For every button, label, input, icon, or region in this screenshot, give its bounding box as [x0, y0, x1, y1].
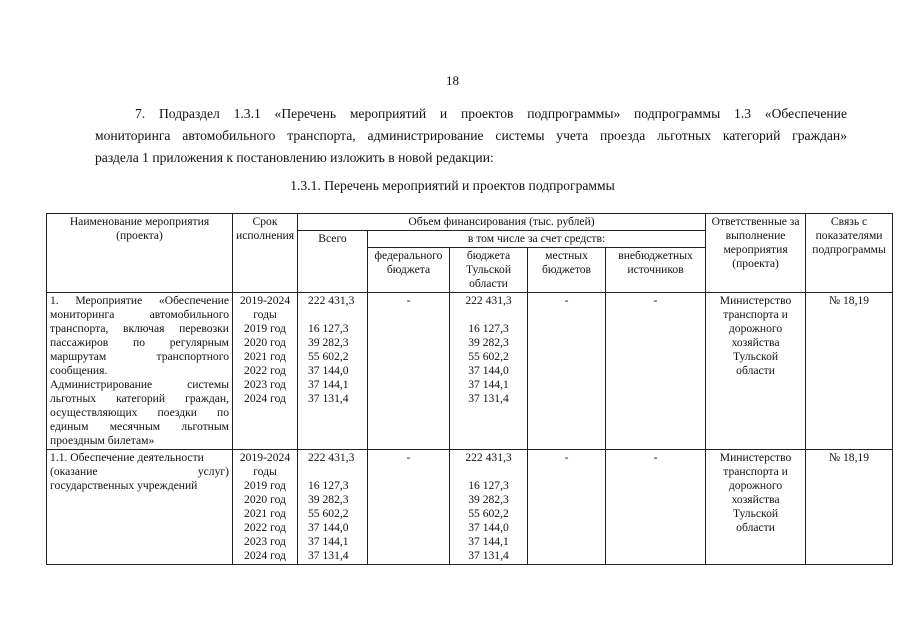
responsible-line: дорожного — [728, 322, 783, 335]
term-line: 2022 год — [244, 521, 286, 534]
regional-value: 37 144,0 — [468, 521, 509, 534]
row-link: № 18,19 — [806, 450, 893, 565]
table-row — [47, 293, 893, 450]
table-row — [47, 450, 893, 565]
responsible-line: Тульской — [733, 350, 779, 363]
regional-value: 16 127,3 — [468, 479, 509, 492]
term-line: 2019-2024 — [239, 451, 291, 464]
total-value: 55 602,2 — [308, 350, 349, 363]
term-line: 2019-2024 — [239, 294, 291, 307]
finance-table — [46, 213, 893, 565]
row-extra: - — [606, 293, 706, 450]
name-line: Администрирование системы — [50, 378, 229, 391]
intro-line: раздела 1 приложения к постановлению изложить в новой редакции: — [95, 150, 494, 165]
intro-paragraph — [95, 103, 847, 169]
header-responsible: Ответственные за выполнение мероприятия (проекта) — [706, 214, 806, 293]
row-local: - — [528, 293, 606, 450]
total-value: 39 282,3 — [308, 493, 349, 506]
row-name — [47, 450, 233, 565]
responsible-line: транспорта и — [723, 308, 788, 321]
header-link: Связь с показателями подпрограммы — [806, 214, 893, 293]
term-line: 2023 год — [244, 378, 286, 391]
row-name — [47, 293, 233, 450]
responsible-line: дорожного — [728, 479, 783, 492]
responsible-line: области — [736, 364, 775, 377]
row-term — [233, 293, 298, 450]
page-number: 18 — [446, 73, 459, 88]
name-line: (оказание услуг) — [50, 465, 229, 478]
responsible-line: Министерство — [719, 294, 792, 307]
total-value: 55 602,2 — [308, 507, 349, 520]
name-line: сообщения. — [50, 364, 108, 377]
header-volume: Объем финансирования (тыс. рублей) — [298, 214, 706, 231]
row-extra: - — [606, 450, 706, 565]
name-line: мониторинга автомобильного — [50, 308, 229, 321]
name-line: льготных категорий граждан, — [50, 392, 229, 405]
header-including: в том числе за счет средств: — [368, 231, 706, 248]
row-term — [233, 450, 298, 565]
name-line: 1. Мероприятие «Обеспечение — [50, 294, 229, 307]
row-responsible — [706, 293, 806, 450]
regional-value: 37 131,4 — [468, 549, 509, 562]
term-line: 2023 год — [244, 535, 286, 548]
header-local: местных бюджетов — [528, 248, 606, 293]
name-line: 1.1. Обеспечение деятельности — [50, 451, 204, 464]
name-line: государственных учреждений — [50, 479, 198, 492]
name-line: осуществляющих поездки по — [50, 406, 229, 419]
responsible-line: хозяйства — [731, 493, 780, 506]
total-value: 39 282,3 — [308, 336, 349, 349]
total-value: 16 127,3 — [308, 322, 349, 335]
total-value: 37 144,1 — [308, 535, 349, 548]
spacer — [453, 308, 524, 322]
regional-value: 16 127,3 — [468, 322, 509, 335]
row-federal: - — [368, 293, 450, 450]
total-value: 37 144,0 — [308, 521, 349, 534]
term-line: 2024 год — [244, 549, 286, 562]
header-term: Срок исполнения — [233, 214, 298, 293]
regional-value: 222 431,3 — [465, 294, 512, 307]
responsible-line: транспорта и — [723, 465, 788, 478]
name-line: маршрутам транспортного — [50, 350, 229, 363]
regional-value: 55 602,2 — [468, 507, 509, 520]
total-value: 37 131,4 — [308, 392, 349, 405]
total-value: 37 144,0 — [308, 364, 349, 377]
regional-value: 37 144,1 — [468, 378, 509, 391]
term-line: 2019 год — [244, 322, 286, 335]
regional-value: 37 144,1 — [468, 535, 509, 548]
header-regional: бюджета Тульской области — [450, 248, 528, 293]
term-line: годы — [253, 465, 277, 478]
term-line: 2020 год — [244, 336, 286, 349]
row-regional — [450, 293, 528, 450]
row-regional — [450, 450, 528, 565]
regional-value: 222 431,3 — [465, 451, 512, 464]
term-line: 2020 год — [244, 493, 286, 506]
header-extra: внебюджетных источников — [606, 248, 706, 293]
header-total: Всего — [298, 231, 368, 293]
intro-line: 7. Подраздел 1.3.1 «Перечень мероприятий и проектов подпрограммы» подпрограммы 1.3 «Обеспечение — [135, 106, 847, 121]
responsible-line: хозяйства — [731, 336, 780, 349]
spacer — [308, 308, 364, 322]
term-line: 2022 год — [244, 364, 286, 377]
name-line: пассажиров по регулярным — [50, 336, 229, 349]
term-line: 2021 год — [244, 507, 286, 520]
term-line: 2019 год — [244, 479, 286, 492]
row-total — [298, 450, 368, 565]
total-value: 222 431,3 — [308, 294, 355, 307]
responsible-line: области — [736, 521, 775, 534]
table-title: 1.3.1. Перечень мероприятий и проектов подпрограммы — [290, 178, 615, 193]
regional-value: 55 602,2 — [468, 350, 509, 363]
total-value: 222 431,3 — [308, 451, 355, 464]
name-line: транспорта, включая перевозки — [50, 322, 229, 335]
header-name: Наименование мероприятия (проекта) — [47, 214, 233, 293]
regional-value: 39 282,3 — [468, 336, 509, 349]
intro-line: мониторинга автомобильного транспорта, администрирование системы учета проезда льготных категорий граждан» — [95, 128, 847, 143]
regional-value: 37 131,4 — [468, 392, 509, 405]
term-line: 2024 год — [244, 392, 286, 405]
row-link: № 18,19 — [806, 293, 893, 450]
row-local: - — [528, 450, 606, 565]
term-line: годы — [253, 308, 277, 321]
name-line: единым месячным льготным — [50, 420, 229, 433]
spacer — [308, 465, 364, 479]
row-total — [298, 293, 368, 450]
regional-value: 39 282,3 — [468, 493, 509, 506]
header-federal: федерального бюджета — [368, 248, 450, 293]
spacer — [453, 465, 524, 479]
name-line: проездным билетам» — [50, 434, 155, 447]
total-value: 37 131,4 — [308, 549, 349, 562]
responsible-line: Тульской — [733, 507, 779, 520]
term-line: 2021 год — [244, 350, 286, 363]
total-value: 16 127,3 — [308, 479, 349, 492]
total-value: 37 144,1 — [308, 378, 349, 391]
regional-value: 37 144,0 — [468, 364, 509, 377]
row-responsible — [706, 450, 806, 565]
responsible-line: Министерство — [719, 451, 792, 464]
row-federal: - — [368, 450, 450, 565]
